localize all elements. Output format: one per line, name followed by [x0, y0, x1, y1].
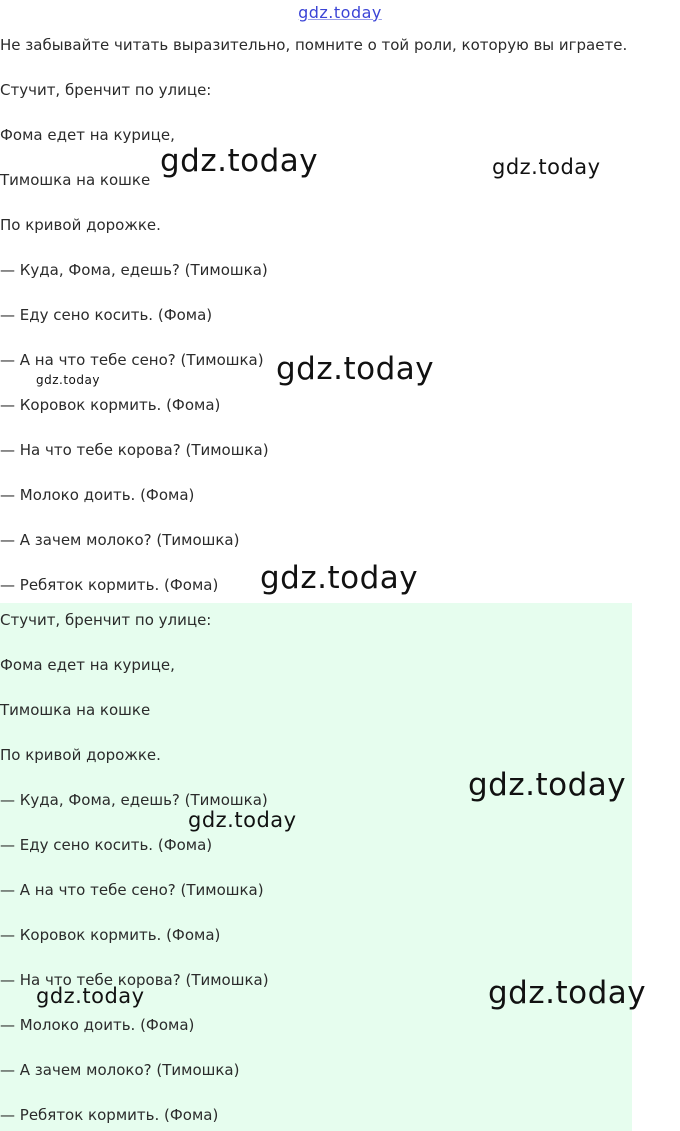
site-logo-link[interactable]: gdz.today — [298, 3, 382, 22]
highlighted-line: — А на что тебе сено? (Тимошка) — [0, 881, 264, 899]
poem-line: — На что тебе корова? (Тимошка) — [0, 441, 269, 459]
highlighted-line: Фома едет на курице, — [0, 656, 175, 674]
watermark: gdz.today — [276, 351, 435, 387]
highlighted-line: — На что тебе корова? (Тимошка) — [0, 971, 269, 989]
poem-line: — Коровок кормить. (Фома) — [0, 396, 221, 414]
highlighted-line: — Куда, Фома, едешь? (Тимошка) — [0, 791, 268, 809]
poem-line: — Куда, Фома, едешь? (Тимошка) — [0, 261, 268, 279]
highlighted-line: Тимошка на кошке — [0, 701, 151, 719]
poem-line: Фома едет на курице, — [0, 126, 175, 144]
poem-line: — Ребяток кормить. (Фома) — [0, 576, 219, 594]
site-header — [0, 0, 680, 26]
highlighted-line: — А зачем молоко? (Тимошка) — [0, 1061, 240, 1079]
watermark: gdz.today — [36, 984, 145, 1008]
poem-line: По кривой дорожке. — [0, 216, 161, 234]
highlighted-line: Стучит, бренчит по улице: — [0, 611, 212, 629]
poem-line: — А на что тебе сено? (Тимошка) — [0, 351, 264, 369]
watermark: gdz.today — [492, 155, 601, 179]
watermark: gdz.today — [160, 143, 319, 179]
watermark: gdz.today — [36, 373, 100, 387]
intro-text: Не забывайте читать выразительно, помните о той роли, которую вы играете. — [0, 36, 628, 54]
watermark: gdz.today — [468, 767, 627, 803]
poem-line: Стучит, бренчит по улице: — [0, 81, 212, 99]
highlighted-line: — Молоко доить. (Фома) — [0, 1016, 195, 1034]
poem-line: — Молоко доить. (Фома) — [0, 486, 195, 504]
poem-line: Тимошка на кошке — [0, 171, 151, 189]
highlighted-line: — Коровок кормить. (Фома) — [0, 926, 221, 944]
highlighted-line: — Еду сено косить. (Фома) — [0, 836, 213, 854]
highlighted-line: — Ребяток кормить. (Фома) — [0, 1106, 219, 1124]
highlighted-line: По кривой дорожке. — [0, 746, 161, 764]
watermark: gdz.today — [260, 560, 419, 596]
poem-line: — Еду сено косить. (Фома) — [0, 306, 213, 324]
poem-line: — А зачем молоко? (Тимошка) — [0, 531, 240, 549]
watermark: gdz.today — [488, 975, 647, 1011]
highlighted-answer-block — [0, 603, 632, 1131]
watermark: gdz.today — [188, 808, 297, 832]
